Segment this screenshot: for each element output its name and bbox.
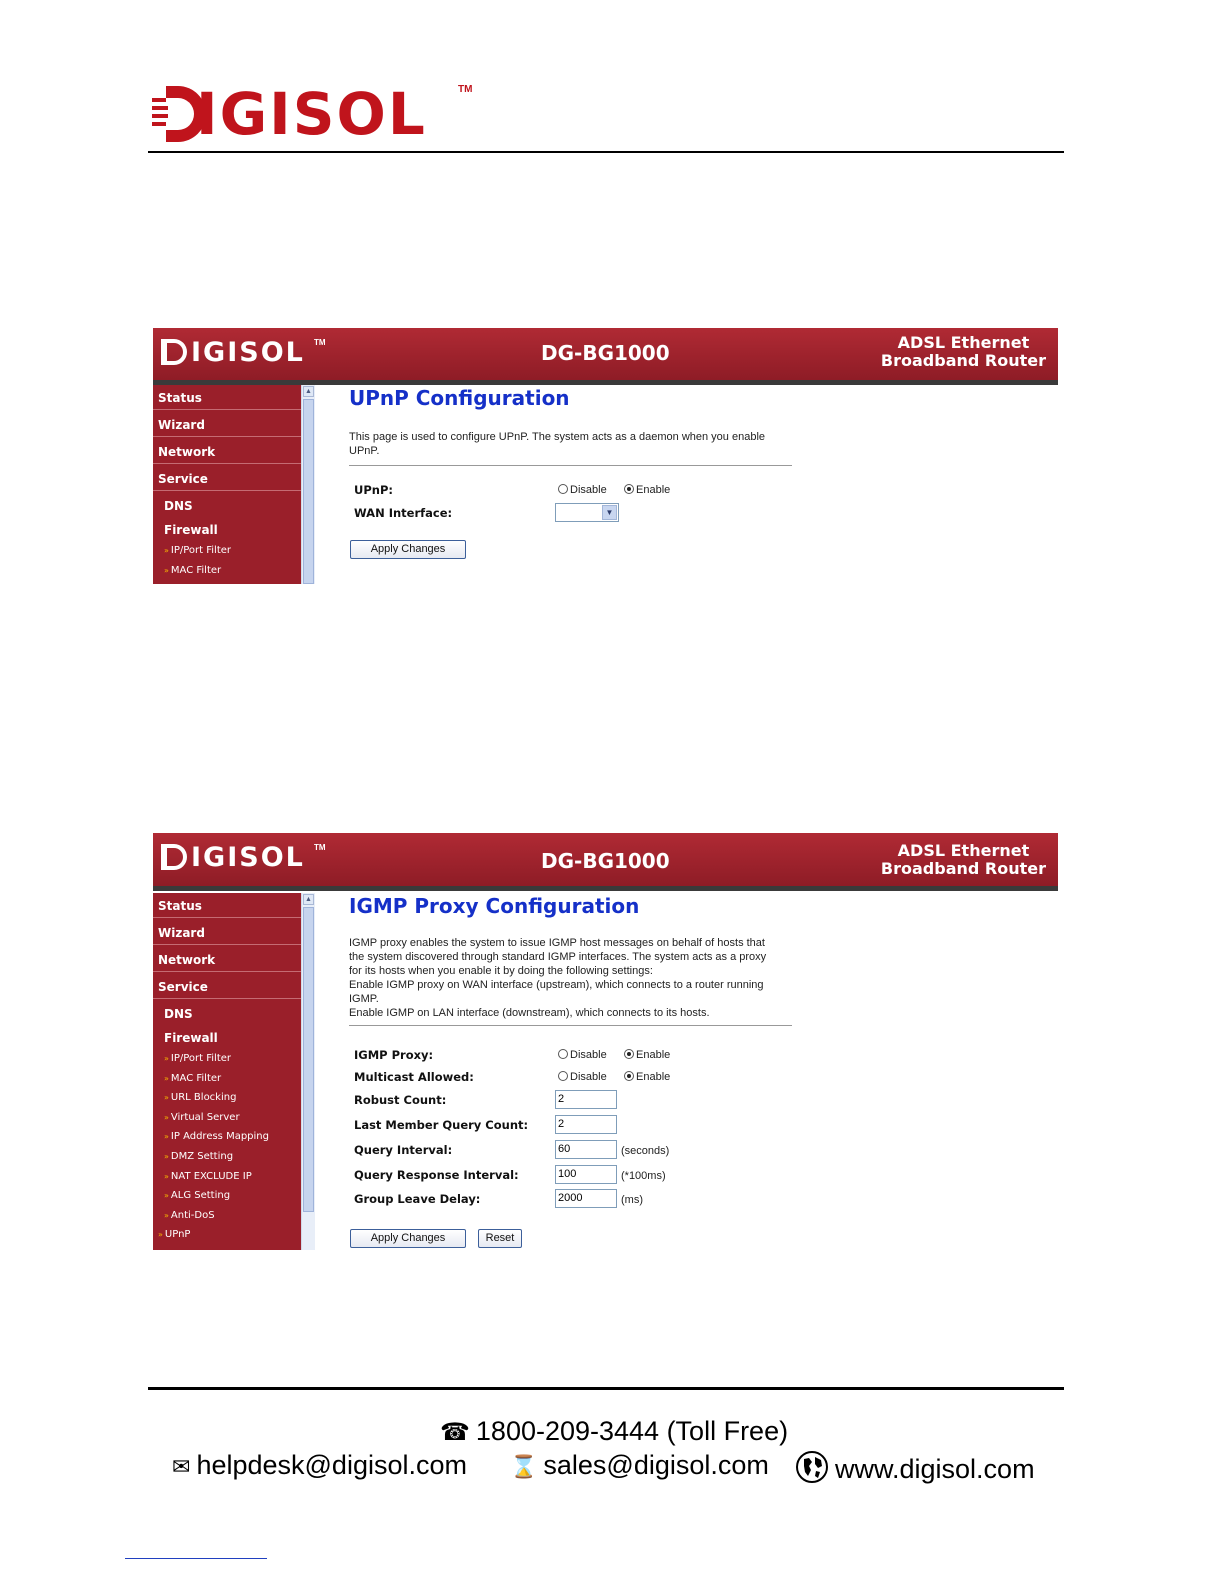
nav-ip-port-filter[interactable]: » IP/Port Filter (164, 1053, 232, 1064)
bullet-icon: » (164, 1112, 169, 1122)
reset-button[interactable]: Reset (478, 1229, 522, 1248)
bullet-icon: » (164, 546, 169, 555)
upnp-enable-radio[interactable]: Enable (624, 484, 670, 496)
group-leave-delay-unit: (ms) (621, 1194, 643, 1206)
nav-ip-address-mapping[interactable]: » IP Address Mapping (164, 1131, 269, 1143)
footer-phone: ☎ 1800-209-3444 (Toll Free) (440, 1416, 789, 1446)
globe-icon (795, 1450, 829, 1485)
query-response-interval-unit: (*100ms) (621, 1170, 666, 1182)
nav-alg-setting[interactable]: » ALG Setting (164, 1190, 231, 1202)
sidebar-nav (153, 893, 301, 1250)
divider (349, 1025, 792, 1026)
footer-sales[interactable]: ⌛ sales@digisol.com (510, 1450, 769, 1480)
nav-status[interactable]: Status (153, 893, 301, 918)
query-interval-input[interactable]: 60 (555, 1140, 617, 1159)
page-title: IGMP Proxy Configuration (349, 894, 640, 918)
nav-wizard[interactable]: Wizard (153, 920, 301, 945)
scroll-up-arrow-icon[interactable]: ▲ (303, 894, 314, 905)
nav-dns[interactable]: DNS (164, 499, 193, 513)
digisol-page-logo (152, 80, 473, 148)
bullet-icon: » (164, 1132, 169, 1142)
nav-url-blocking[interactable]: » URL Blocking (164, 1092, 237, 1104)
last-member-query-count-input[interactable]: 2 (555, 1115, 617, 1134)
igmp-proxy-screenshot (153, 833, 1058, 1250)
nav-anti-dos[interactable]: » Anti-DoS (164, 1209, 215, 1221)
group-leave-delay-input[interactable]: 2000 (555, 1189, 617, 1208)
robust-count-input[interactable]: 2 (555, 1090, 617, 1109)
bullet-icon: » (164, 1210, 169, 1220)
logo-mark-icon (161, 339, 187, 365)
query-response-interval-label: Query Response Interval: (354, 1168, 519, 1182)
nav-service[interactable]: Service (153, 974, 301, 999)
header-rule (148, 151, 1064, 153)
bullet-icon: » (164, 1151, 169, 1161)
group-leave-delay-label: Group Leave Delay: (354, 1192, 481, 1206)
nav-virtual-server[interactable]: » Virtual Server (164, 1111, 240, 1123)
nav-network[interactable]: Network (153, 439, 301, 464)
apply-changes-button[interactable]: Apply Changes (350, 540, 466, 559)
robust-count-label: Robust Count: (354, 1093, 447, 1107)
bullet-icon: » (164, 1093, 169, 1103)
logo-trademark: TM (458, 84, 473, 95)
bullet-icon: » (164, 1171, 169, 1181)
igmp-proxy-label: IGMP Proxy: (354, 1048, 434, 1062)
logo-wordmark: IGISOL (196, 80, 427, 148)
footer-rule (148, 1387, 1064, 1390)
nav-nat-exclude-ip[interactable]: » NAT EXCLUDE IP (164, 1170, 252, 1182)
nav-firewall[interactable]: Firewall (164, 523, 218, 537)
igmp-proxy-enable-radio[interactable]: Enable (624, 1049, 670, 1061)
page-link-underline (125, 1558, 267, 1559)
divider (349, 465, 792, 466)
sidebar-scrollbar[interactable] (301, 893, 315, 1250)
hourglass-icon: ⌛ (510, 1455, 538, 1480)
upnp-label: UPnP: (354, 483, 393, 497)
multicast-allowed-label: Multicast Allowed: (354, 1070, 474, 1084)
telephone-icon: ☎ (440, 1418, 470, 1446)
bullet-icon: » (158, 1230, 163, 1240)
bullet-icon: » (164, 1191, 169, 1201)
router-banner: IGISOL TM DG-BG1000 ADSL Ethernet Broadband Router (153, 328, 1058, 385)
last-member-query-count-label: Last Member Query Count: (354, 1118, 529, 1132)
logo-mark-icon (161, 844, 187, 870)
query-interval-unit: (seconds) (621, 1145, 670, 1157)
upnp-screenshot (153, 328, 1058, 584)
query-response-interval-input[interactable]: 100 (555, 1165, 617, 1184)
model-name: DG-BG1000 (541, 849, 670, 873)
main-content (349, 893, 809, 1250)
bullet-icon: » (164, 1073, 169, 1083)
product-tagline: ADSL Ethernet Broadband Router (880, 333, 1046, 370)
scroll-up-arrow-icon[interactable]: ▲ (303, 386, 314, 397)
multicast-enable-radio[interactable]: Enable (624, 1071, 670, 1083)
sidebar-scrollbar[interactable] (301, 385, 315, 584)
nav-mac-filter[interactable]: » MAC Filter (164, 1072, 222, 1084)
chevron-down-icon: ▼ (602, 505, 617, 520)
main-content (349, 385, 809, 584)
nav-service[interactable]: Service (153, 466, 301, 491)
bullet-icon: » (164, 565, 169, 575)
nav-ip-port-filter[interactable]: » IP/Port Filter (164, 545, 232, 556)
model-name: DG-BG1000 (541, 341, 670, 365)
nav-wizard[interactable]: Wizard (153, 412, 301, 437)
nav-firewall[interactable]: Firewall (164, 1031, 218, 1045)
bullet-icon: » (164, 1054, 169, 1063)
upnp-disable-radio[interactable]: Disable (558, 484, 607, 496)
wan-interface-label: WAN Interface: (354, 506, 453, 520)
nav-network[interactable]: Network (153, 947, 301, 972)
scroll-thumb[interactable] (303, 907, 314, 1212)
igmp-proxy-disable-radio[interactable]: Disable (558, 1049, 607, 1061)
router-banner: IGISOL TM DG-BG1000 ADSL Ethernet Broadband Router (153, 833, 1058, 891)
page-title: UPnP Configuration (349, 386, 570, 410)
nav-mac-filter[interactable]: » MAC Filter (164, 564, 222, 576)
page-description: IGMP proxy enables the system to issue IGMP host messages on behalf of hosts that the system discovered through standard IGMP interfaces. The system acts as a proxy for its hosts when you enable it by doing the following settings: Enable IGMP proxy on WAN interface (upstream), which connects to a router running IGMP. Enable IGMP on LAN interface (downstream), which connects to its hosts. (349, 937, 767, 1019)
multicast-disable-radio[interactable]: Disable (558, 1071, 607, 1083)
footer-website[interactable]: www.digisol.com (795, 1450, 1035, 1485)
envelope-icon: ✉ (172, 1455, 191, 1480)
scroll-thumb[interactable] (303, 399, 314, 584)
product-tagline: ADSL Ethernet Broadband Router (880, 841, 1046, 878)
wan-interface-select[interactable] (555, 503, 619, 522)
apply-changes-button[interactable]: Apply Changes (350, 1229, 466, 1248)
footer-helpdesk[interactable]: ✉ helpdesk@digisol.com (172, 1450, 467, 1480)
nav-dmz-setting[interactable]: » DMZ Setting (164, 1150, 234, 1162)
nav-dns[interactable]: DNS (164, 1007, 193, 1021)
nav-status[interactable]: Status (153, 385, 301, 410)
nav-upnp[interactable]: » UPnP (158, 1229, 191, 1241)
page-description: This page is used to configure UPnP. The system acts as a daemon when you enable UPnP. (349, 431, 766, 457)
sidebar-nav (153, 385, 301, 584)
query-interval-label: Query Interval: (354, 1143, 453, 1157)
